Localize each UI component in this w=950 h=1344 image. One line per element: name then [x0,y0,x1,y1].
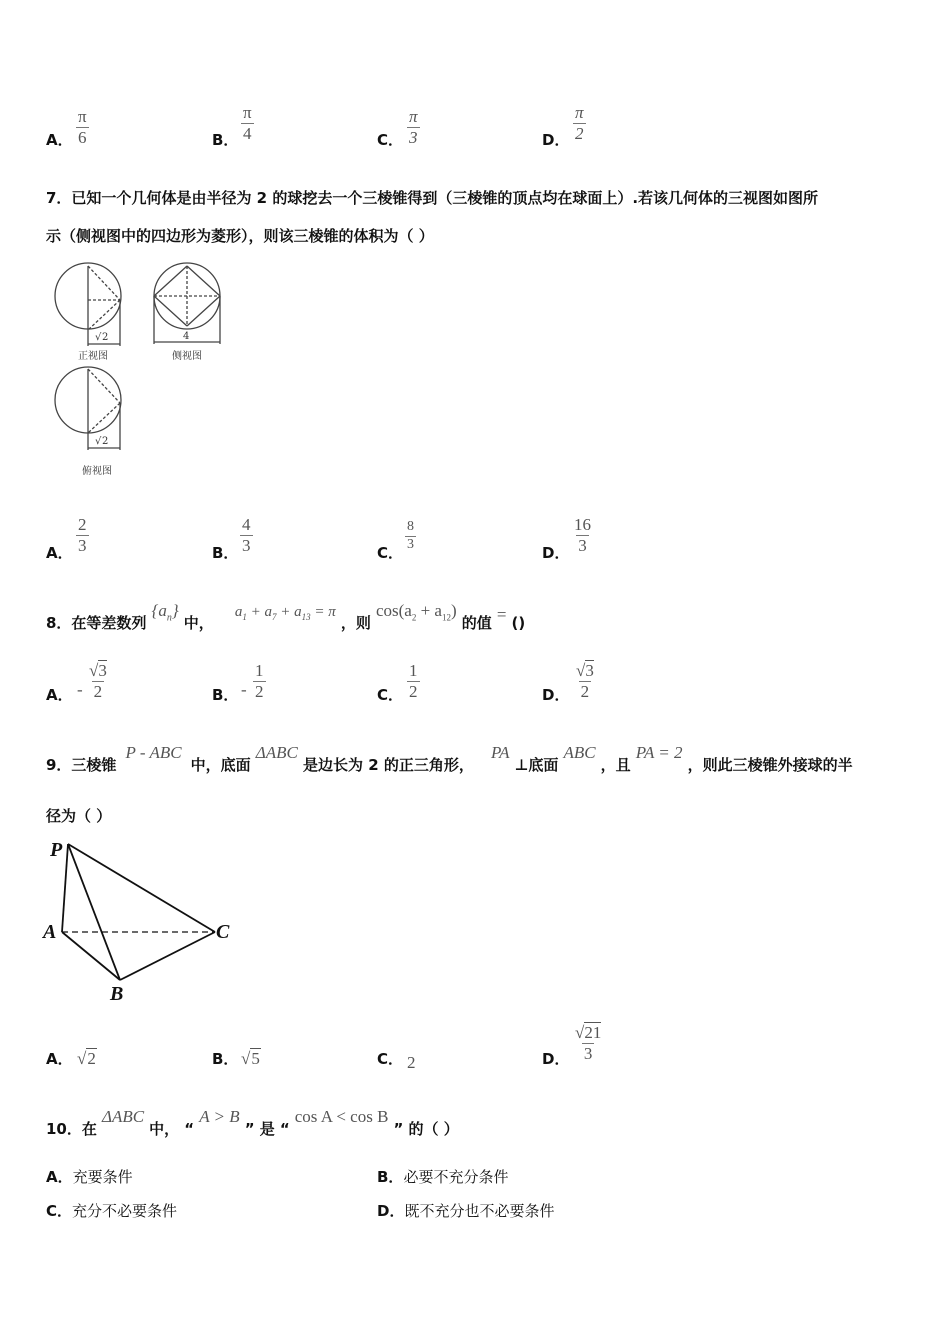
q9-option-d-fraction: $\frac{√21}{3}$ [575,1023,602,1063]
q8-cos-expression: $\cos(a_2 + a_{12})$ [375,601,457,623]
q6-option-c-fraction: $\frac{\pi}{3}$ [409,107,418,147]
q9-stem-line1 [46,742,853,774]
front-view-dashed-line [88,266,120,300]
q10-quote-close2: ” [393,1120,404,1138]
side-view-rhombus-edge [187,266,220,296]
side-view-label: 侧视图 [172,351,202,362]
vertex-c-label: C [216,921,230,943]
q6-option-d-fraction: $\frac{\pi}{2}$ [575,103,584,143]
q8-option-b-sign: - [241,680,247,699]
q10-stem [46,1106,459,1138]
q8-equation: $a_1 + a_7 + a_{13} = \pi$ [234,604,336,622]
q10-option-b: B．必要不充分条件 [377,1168,509,1186]
q9-stem-line2: 径为（ ） [46,807,112,825]
q8-sequence: $\{a_n\}$ [151,601,179,624]
q10-quote-open2: “ [279,1120,290,1138]
q9-option-a-letter: A． [46,1050,73,1068]
edge-bc [120,932,215,980]
q9-pa-eq: PA = 2 [635,743,683,762]
q9-pa: PA [490,743,510,762]
q9-pabc: P - ABC [125,743,182,762]
q10-quote-open: “ [184,1120,195,1138]
q6-option-b-letter: B． [212,131,239,149]
q8-option-a-fraction: $\frac{√3}{2}$ [89,661,107,701]
side-view-rhombus-edge [154,296,187,326]
edge-pc [68,844,215,932]
q8-option-d-fraction: $\frac{√3}{2}$ [576,661,594,701]
q8-option-b-letter: B． [212,686,239,704]
side-view-rhombus-edge [154,266,187,296]
edge-pa [62,844,68,932]
top-view-sqrt-sign: √ [95,436,102,447]
q8-suffix-paren: () [511,614,526,632]
q8-mid2: ，则 [340,614,371,632]
q6-option-c-letter: C． [377,131,404,149]
q6-option-d-letter: D． [542,131,570,149]
front-view-sqrt-value: 2 [102,332,109,343]
top-view-dashed-line [88,369,120,403]
q9-option-b-letter: B． [212,1050,239,1068]
q6-option-b-fraction: $\frac{\pi}{4}$ [243,103,252,143]
q9-option-a-value: √2 [77,1049,96,1068]
q7-option-b-letter: B． [212,544,239,562]
q7-stem-line2: 示（侧视图中的四边形为菱形），则该三棱锥的体积为（ ） [46,227,434,245]
q8-suffix-text: 的值 [461,614,492,632]
q7-option-c-letter: C． [377,544,404,562]
q9-option-b-value: √5 [241,1049,260,1068]
q10-tail: 的（ ） [408,1120,459,1138]
top-view-sqrt-value: 2 [102,436,109,447]
front-view-sqrt-sign: √ [95,332,102,343]
q6-option-a-fraction: $\frac{\pi}{6}$ [78,107,87,147]
q7-stem-line1: 7．已知一个几何体是由半径为 2 的球挖去一个三棱锥得到（三棱锥的顶点均在球面上）.若该几何体的三视图如图所 [46,189,819,207]
q8-option-a-letter: A． [46,686,73,704]
q9-mid3: ，且 [600,756,631,774]
q7-option-a-letter: A． [46,544,73,562]
q10-option-c: C．充分不必要条件 [46,1202,178,1220]
q10-triangle: ΔABC [101,1107,145,1126]
side-view-rhombus-edge [187,296,220,326]
q7-option-c-fraction: $\frac{8}{3}$ [407,519,414,552]
q10-option-a: A．充要条件 [46,1168,133,1186]
q9-triangle: ΔABC [255,743,298,762]
q6-option-a-letter: A． [46,131,73,149]
side-view-width-label: 4 [183,331,190,342]
vertex-b-label: B [110,983,124,1005]
q9-tail: ，则此三棱锥外接球的半 [687,756,853,774]
q9-prefix: 9．三棱锥 [46,756,117,774]
q9-pyramid-figure [40,834,240,1006]
q8-prefix: 8．在等差数列 [46,614,147,632]
q7-option-b-fraction: $\frac{4}{3}$ [242,515,251,555]
q7-option-d-letter: D． [542,544,570,562]
q8-stem [46,600,525,630]
q9-option-c-value: 2 [407,1053,416,1072]
q10-option-d: D．既不充分也不必要条件 [377,1202,555,1220]
q10-cond1: A > B [199,1107,240,1126]
q8-suffix-eq: = [496,605,507,624]
q8-option-b-fraction: $\frac{1}{2}$ [255,661,264,701]
q10-quote-close: ” [244,1120,255,1138]
q9-mid2: 是边长为 2 的正三角形， [302,756,474,774]
q9-option-c-letter: C． [377,1050,404,1068]
q10-mid1: 中， [149,1120,180,1138]
q10-cond2: cos A < cos B [294,1107,389,1126]
q7-three-view-figure [40,258,240,483]
q9-option-d-letter: D． [542,1050,570,1068]
q8-option-c-letter: C． [377,686,404,704]
q10-mid2: 是 [259,1120,275,1138]
vertex-p-label: P [50,839,63,861]
q7-option-d-fraction: $\frac{16}{3}$ [574,515,591,555]
top-view-label: 俯视图 [82,466,112,477]
q9-mid1: 中，底面 [190,756,251,774]
q8-option-a-sign: - [77,680,83,699]
q9-abc: ABC [563,743,596,762]
q8-option-c-fraction: $\frac{1}{2}$ [409,661,418,701]
q9-perp: ⊥底面 [514,756,559,774]
q8-mid1: 中， [183,614,214,632]
q7-option-a-fraction: $\frac{2}{3}$ [78,515,87,555]
vertex-a-label: A [43,921,57,943]
q8-option-d-letter: D． [542,686,570,704]
q10-prefix: 10．在 [46,1120,97,1138]
front-view-label: 正视图 [78,351,108,362]
